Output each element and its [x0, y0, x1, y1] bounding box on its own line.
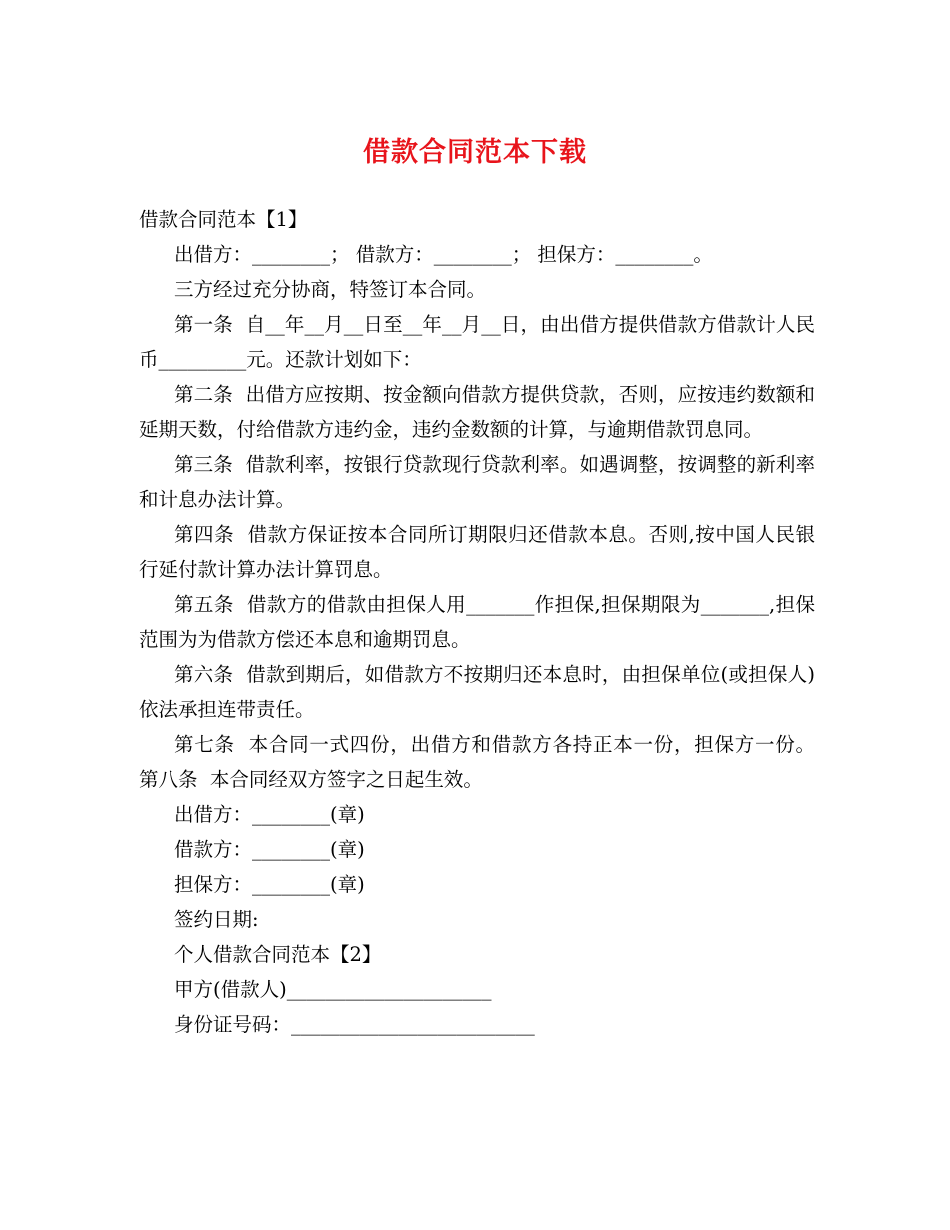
- paragraph: 第一条 自__年__月__日至__年__月__日，由出借方提供借款方借款计人民币_________元。还款计划如下：: [139, 313, 815, 371]
- paragraph: 出借方：________； 借款方：________； 担保方：________。: [174, 243, 713, 266]
- paragraph: 第六条 借款到期后，如借款方不按期归还本息时，由担保单位(或担保人)依法承担连带责任。: [139, 663, 815, 721]
- paragraph: 第五条 借款方的借款由担保人用_______作担保,担保期限为_______,担保范围为为借款方偿还本息和逾期罚息。: [139, 593, 815, 651]
- paragraph: 个人借款合同范本【2】: [174, 943, 382, 966]
- paragraph: 借款方：________(章): [174, 838, 365, 861]
- paragraph: 担保方：________(章): [174, 873, 365, 896]
- paragraph: 甲方(借款人)_____________________: [174, 978, 492, 1001]
- paragraph: 第三条 借款利率，按银行贷款现行贷款利率。如遇调整，按调整的新利率和计息办法计算。: [139, 453, 815, 511]
- paragraph: 三方经过充分协商，特签订本合同。: [174, 278, 487, 301]
- document-body: [139, 202, 828, 1042]
- paragraph: 第四条 借款方保证按本合同所订期限归还借款本息。否则,按中国人民银行延付款计算办法计算罚息。: [139, 523, 815, 581]
- paragraph: 出借方：________(章): [174, 803, 365, 826]
- paragraph: 第二条 出借方应按期、按金额向借款方提供贷款，否则，应按违约数额和延期天数，付给借款方违约金，违约金数额的计算，与逾期借款罚息同。: [139, 383, 815, 441]
- paragraph: 第七条 本合同一式四份，出借方和借款方各持正本一份，担保方一份。 第八条 本合同经双方签字之日起生效。: [139, 733, 828, 791]
- document-title: 借款合同范本下载: [363, 137, 587, 168]
- paragraph: 身份证号码：_________________________: [174, 1013, 535, 1036]
- paragraph: 签约日期:: [174, 908, 259, 931]
- paragraph: 借款合同范本【1】: [139, 208, 308, 231]
